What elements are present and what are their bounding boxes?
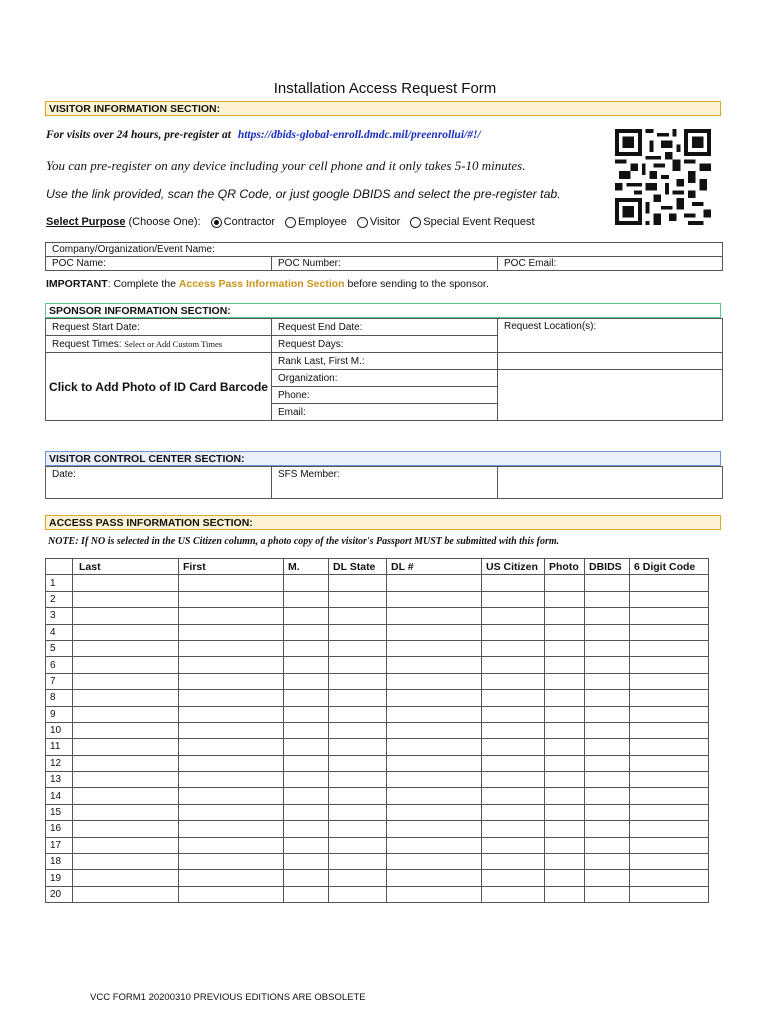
request-end-date-field[interactable]: Request End Date: bbox=[272, 319, 498, 336]
sponsor-rank-field[interactable]: Rank Last, First M.: bbox=[272, 353, 498, 370]
pass-cell[interactable] bbox=[179, 640, 284, 656]
pass-cell[interactable] bbox=[545, 591, 585, 607]
col-six-digit-code: 6 Digit Code bbox=[630, 559, 709, 575]
pass-cell[interactable] bbox=[329, 854, 387, 870]
pass-cell[interactable] bbox=[73, 804, 179, 820]
pass-cell[interactable] bbox=[179, 657, 284, 673]
pass-cell[interactable] bbox=[387, 755, 482, 771]
radio-empty-icon bbox=[410, 217, 421, 228]
pass-cell[interactable] bbox=[284, 772, 329, 788]
pass-cell[interactable] bbox=[545, 870, 585, 886]
pass-cell[interactable] bbox=[179, 706, 284, 722]
sponsor-section-header: SPONSOR INFORMATION SECTION: bbox=[45, 303, 721, 318]
vcc-section-header: VISITOR CONTROL CENTER SECTION: bbox=[45, 451, 721, 466]
purpose-hint: (Choose One): bbox=[128, 216, 201, 228]
pass-cell[interactable] bbox=[482, 821, 545, 837]
pass-cell[interactable] bbox=[329, 657, 387, 673]
pass-cell[interactable] bbox=[585, 575, 630, 591]
pass-cell[interactable] bbox=[284, 706, 329, 722]
pass-cell[interactable] bbox=[482, 854, 545, 870]
pass-cell[interactable] bbox=[630, 821, 709, 837]
pass-cell[interactable] bbox=[73, 755, 179, 771]
pass-cell[interactable] bbox=[179, 722, 284, 738]
table-row bbox=[46, 739, 709, 755]
pass-cell[interactable] bbox=[482, 706, 545, 722]
pass-cell[interactable] bbox=[284, 624, 329, 640]
pass-cell[interactable] bbox=[73, 657, 179, 673]
pass-cell[interactable] bbox=[630, 739, 709, 755]
visitor-section-header: VISITOR INFORMATION SECTION: bbox=[45, 101, 721, 116]
pass-cell[interactable] bbox=[179, 821, 284, 837]
sponsor-email-field[interactable]: Email: bbox=[272, 404, 498, 421]
pass-cell[interactable] bbox=[284, 854, 329, 870]
table-row bbox=[46, 804, 709, 820]
preregister-line bbox=[46, 129, 481, 141]
access-pass-table bbox=[45, 558, 709, 903]
pass-cell[interactable] bbox=[284, 690, 329, 706]
pass-cell[interactable] bbox=[545, 854, 585, 870]
pass-cell[interactable] bbox=[482, 870, 545, 886]
pass-cell[interactable] bbox=[545, 804, 585, 820]
pass-cell[interactable] bbox=[482, 755, 545, 771]
table-row bbox=[46, 722, 709, 738]
pass-cell[interactable] bbox=[284, 739, 329, 755]
sponsor-org-field[interactable]: Organization: bbox=[272, 370, 498, 387]
row-number: 14 bbox=[46, 788, 73, 804]
pass-cell[interactable] bbox=[585, 591, 630, 607]
row-number: 20 bbox=[46, 886, 73, 902]
pass-cell[interactable] bbox=[585, 657, 630, 673]
pass-cell[interactable] bbox=[545, 772, 585, 788]
pass-cell[interactable] bbox=[482, 575, 545, 591]
pass-cell[interactable] bbox=[284, 788, 329, 804]
pass-cell[interactable] bbox=[545, 706, 585, 722]
row-number: 15 bbox=[46, 804, 73, 820]
pass-cell[interactable] bbox=[329, 575, 387, 591]
pass-cell[interactable] bbox=[179, 788, 284, 804]
pass-section-header: ACCESS PASS INFORMATION SECTION: bbox=[45, 515, 721, 530]
pass-cell[interactable] bbox=[179, 870, 284, 886]
pass-cell[interactable] bbox=[329, 886, 387, 902]
row-number: 3 bbox=[46, 608, 73, 624]
sponsor-blank-cell bbox=[498, 353, 723, 370]
form-title: Installation Access Request Form bbox=[273, 80, 497, 97]
pass-cell[interactable] bbox=[329, 788, 387, 804]
pass-cell[interactable] bbox=[585, 608, 630, 624]
pass-cell[interactable] bbox=[482, 837, 545, 853]
pass-cell[interactable] bbox=[545, 755, 585, 771]
row-number: 4 bbox=[46, 624, 73, 640]
pass-cell[interactable] bbox=[387, 608, 482, 624]
pass-cell[interactable] bbox=[585, 722, 630, 738]
pass-cell[interactable] bbox=[387, 854, 482, 870]
pass-cell[interactable] bbox=[329, 804, 387, 820]
row-number: 12 bbox=[46, 755, 73, 771]
pass-cell[interactable] bbox=[329, 739, 387, 755]
pass-cell[interactable] bbox=[73, 575, 179, 591]
pass-cell[interactable] bbox=[387, 804, 482, 820]
pass-cell[interactable] bbox=[630, 640, 709, 656]
pass-cell[interactable] bbox=[179, 739, 284, 755]
table-row bbox=[46, 755, 709, 771]
pass-cell[interactable] bbox=[585, 772, 630, 788]
passport-note: NOTE: If NO is selected in the US Citizen column, a photo copy of the visitor's Passport MUST be submitted with this form. bbox=[48, 536, 560, 547]
pass-cell[interactable] bbox=[73, 837, 179, 853]
pass-cell[interactable] bbox=[630, 886, 709, 902]
pass-cell[interactable] bbox=[585, 706, 630, 722]
pass-cell[interactable] bbox=[179, 624, 284, 640]
pass-cell[interactable] bbox=[630, 690, 709, 706]
table-row bbox=[46, 673, 709, 689]
radio-empty-icon bbox=[357, 217, 368, 228]
pass-cell[interactable] bbox=[585, 870, 630, 886]
table-row bbox=[46, 854, 709, 870]
pass-cell[interactable] bbox=[585, 640, 630, 656]
pass-cell[interactable] bbox=[73, 690, 179, 706]
radio-special-event[interactable]: Special Event Request bbox=[410, 216, 534, 228]
pass-cell[interactable] bbox=[585, 624, 630, 640]
pass-cell[interactable] bbox=[329, 608, 387, 624]
pass-cell[interactable] bbox=[482, 788, 545, 804]
pass-cell[interactable] bbox=[329, 870, 387, 886]
important-note: IMPORTANT: Complete the Access Pass Information Section before sending to the sponsor. bbox=[46, 278, 489, 290]
purpose-row bbox=[46, 216, 535, 228]
pass-cell[interactable] bbox=[630, 837, 709, 853]
pass-cell[interactable] bbox=[545, 722, 585, 738]
pass-cell[interactable] bbox=[545, 624, 585, 640]
pass-cell[interactable] bbox=[545, 739, 585, 755]
table-row bbox=[46, 657, 709, 673]
table-row bbox=[46, 870, 709, 886]
col-dl-state: DL State bbox=[329, 559, 387, 575]
table-row bbox=[46, 837, 709, 853]
pass-cell[interactable] bbox=[630, 722, 709, 738]
pass-cell[interactable] bbox=[482, 657, 545, 673]
preregister-link[interactable]: https://dbids-global-enroll.dmdc.mil/preenrollui/#!/ bbox=[237, 129, 481, 141]
pass-cell[interactable] bbox=[179, 886, 284, 902]
request-times-dropdown[interactable]: Select or Add Custom Times bbox=[124, 338, 223, 349]
pass-cell[interactable] bbox=[284, 591, 329, 607]
pass-cell[interactable] bbox=[630, 608, 709, 624]
pass-cell[interactable] bbox=[73, 640, 179, 656]
request-days-field[interactable]: Request Days: bbox=[272, 336, 498, 353]
pass-cell[interactable] bbox=[630, 870, 709, 886]
request-start-date-field[interactable]: Request Start Date: bbox=[46, 319, 272, 336]
pass-cell[interactable] bbox=[545, 886, 585, 902]
pass-cell[interactable] bbox=[387, 706, 482, 722]
request-times-field[interactable]: Request Times: Select or Add Custom Times bbox=[46, 336, 272, 353]
pass-cell[interactable] bbox=[387, 837, 482, 853]
pass-header-row bbox=[46, 559, 709, 575]
pass-cell[interactable] bbox=[284, 673, 329, 689]
pass-cell[interactable] bbox=[284, 870, 329, 886]
pass-cell[interactable] bbox=[387, 591, 482, 607]
pass-cell[interactable] bbox=[387, 739, 482, 755]
vcc-sfs-member-field[interactable]: SFS Member: bbox=[272, 467, 498, 499]
pass-cell[interactable] bbox=[387, 870, 482, 886]
pass-cell[interactable] bbox=[73, 591, 179, 607]
table-row bbox=[46, 591, 709, 607]
pass-cell[interactable] bbox=[387, 673, 482, 689]
table-row bbox=[46, 624, 709, 640]
purpose-label: Select Purpose bbox=[46, 216, 126, 228]
pass-cell[interactable] bbox=[545, 821, 585, 837]
table-row bbox=[46, 575, 709, 591]
table-row bbox=[46, 706, 709, 722]
pass-cell[interactable] bbox=[545, 690, 585, 706]
row-number: 7 bbox=[46, 673, 73, 689]
pass-cell[interactable] bbox=[329, 624, 387, 640]
table-row bbox=[46, 608, 709, 624]
row-number: 9 bbox=[46, 706, 73, 722]
pass-cell[interactable] bbox=[387, 722, 482, 738]
pass-cell[interactable] bbox=[482, 739, 545, 755]
pass-cell[interactable] bbox=[545, 608, 585, 624]
pass-cell[interactable] bbox=[585, 739, 630, 755]
pass-cell[interactable] bbox=[387, 657, 482, 673]
pass-cell[interactable] bbox=[545, 657, 585, 673]
table-row bbox=[46, 640, 709, 656]
pass-cell[interactable] bbox=[284, 804, 329, 820]
pass-cell[interactable] bbox=[585, 690, 630, 706]
pass-cell[interactable] bbox=[630, 854, 709, 870]
pass-cell[interactable] bbox=[284, 821, 329, 837]
pass-cell[interactable] bbox=[73, 706, 179, 722]
sponsor-signature-cell[interactable] bbox=[498, 370, 723, 421]
pass-cell[interactable] bbox=[482, 722, 545, 738]
table-row bbox=[46, 788, 709, 804]
pass-cell[interactable] bbox=[329, 755, 387, 771]
sponsor-phone-field[interactable]: Phone: bbox=[272, 387, 498, 404]
pass-cell[interactable] bbox=[73, 854, 179, 870]
pass-cell[interactable] bbox=[482, 608, 545, 624]
device-note: You can pre-register on any device including your cell phone and it only takes 5-10 minutes. bbox=[46, 158, 526, 173]
row-number: 13 bbox=[46, 772, 73, 788]
pass-cell[interactable] bbox=[179, 591, 284, 607]
pass-cell[interactable] bbox=[585, 804, 630, 820]
pass-cell[interactable] bbox=[179, 690, 284, 706]
id-photo-upload[interactable]: Click to Add Photo of ID Card Barcode bbox=[46, 353, 272, 421]
pass-cell[interactable] bbox=[630, 657, 709, 673]
request-location-field[interactable]: Request Location(s): bbox=[498, 319, 723, 353]
pass-cell[interactable] bbox=[73, 821, 179, 837]
pass-cell[interactable] bbox=[179, 854, 284, 870]
row-number: 16 bbox=[46, 821, 73, 837]
pass-cell[interactable] bbox=[482, 804, 545, 820]
pass-cell[interactable] bbox=[387, 886, 482, 902]
radio-visitor[interactable]: Visitor bbox=[357, 216, 400, 228]
preregister-text: For visits over 24 hours, pre-register at bbox=[46, 129, 231, 141]
row-number: 10 bbox=[46, 722, 73, 738]
pass-cell[interactable] bbox=[284, 608, 329, 624]
table-row bbox=[46, 886, 709, 902]
row-number: 19 bbox=[46, 870, 73, 886]
pass-cell[interactable] bbox=[329, 640, 387, 656]
table-row bbox=[46, 690, 709, 706]
pass-cell[interactable] bbox=[545, 788, 585, 804]
pass-cell[interactable] bbox=[73, 870, 179, 886]
pass-cell[interactable] bbox=[630, 624, 709, 640]
pass-cell[interactable] bbox=[179, 772, 284, 788]
pass-cell[interactable] bbox=[482, 673, 545, 689]
pass-cell[interactable] bbox=[73, 673, 179, 689]
pass-cell[interactable] bbox=[329, 591, 387, 607]
pass-cell[interactable] bbox=[585, 837, 630, 853]
pass-cell[interactable] bbox=[73, 739, 179, 755]
col-photo: Photo bbox=[545, 559, 585, 575]
pass-cell[interactable] bbox=[329, 772, 387, 788]
pass-cell[interactable] bbox=[179, 837, 284, 853]
vcc-blank-cell[interactable] bbox=[498, 467, 723, 499]
col-us-citizen: US Citizen bbox=[482, 559, 545, 575]
radio-contractor[interactable]: Contractor bbox=[211, 216, 275, 228]
pass-cell[interactable] bbox=[387, 690, 482, 706]
pass-cell[interactable] bbox=[630, 575, 709, 591]
pass-cell[interactable] bbox=[179, 608, 284, 624]
pass-cell[interactable] bbox=[482, 640, 545, 656]
pass-cell[interactable] bbox=[387, 788, 482, 804]
pass-cell[interactable] bbox=[73, 608, 179, 624]
link-note: Use the link provided, scan the QR Code, or just google DBIDS and select the pre-register tab. bbox=[46, 187, 561, 201]
pass-cell[interactable] bbox=[179, 575, 284, 591]
pass-cell[interactable] bbox=[329, 821, 387, 837]
col-dl-number: DL # bbox=[387, 559, 482, 575]
pass-cell[interactable] bbox=[585, 788, 630, 804]
radio-employee[interactable]: Employee bbox=[285, 216, 347, 228]
pass-cell[interactable] bbox=[179, 755, 284, 771]
col-first: First bbox=[179, 559, 284, 575]
pass-cell[interactable] bbox=[284, 657, 329, 673]
pass-cell[interactable] bbox=[482, 591, 545, 607]
table-row bbox=[46, 772, 709, 788]
qr-code-icon bbox=[614, 129, 712, 225]
pass-cell[interactable] bbox=[387, 624, 482, 640]
pass-cell[interactable] bbox=[179, 804, 284, 820]
vcc-date-field[interactable]: Date: bbox=[46, 467, 272, 499]
pass-cell[interactable] bbox=[630, 788, 709, 804]
pass-cell[interactable] bbox=[545, 837, 585, 853]
pass-cell[interactable] bbox=[585, 854, 630, 870]
pass-cell[interactable] bbox=[73, 788, 179, 804]
poc-number-field[interactable]: POC Number: bbox=[272, 257, 498, 271]
pass-cell[interactable] bbox=[585, 886, 630, 902]
pass-cell[interactable] bbox=[630, 591, 709, 607]
pass-cell[interactable] bbox=[585, 673, 630, 689]
pass-cell[interactable] bbox=[585, 821, 630, 837]
pass-cell[interactable] bbox=[284, 575, 329, 591]
pass-cell[interactable] bbox=[545, 575, 585, 591]
pass-cell[interactable] bbox=[329, 690, 387, 706]
pass-cell[interactable] bbox=[630, 706, 709, 722]
pass-cell[interactable] bbox=[545, 673, 585, 689]
pass-cell[interactable] bbox=[284, 722, 329, 738]
col-number bbox=[46, 559, 73, 575]
pass-cell[interactable] bbox=[387, 821, 482, 837]
pass-cell[interactable] bbox=[387, 772, 482, 788]
col-last: Last bbox=[73, 559, 179, 575]
pass-cell[interactable] bbox=[284, 640, 329, 656]
pass-cell[interactable] bbox=[73, 886, 179, 902]
pass-cell[interactable] bbox=[179, 673, 284, 689]
pass-cell[interactable] bbox=[630, 772, 709, 788]
table-row bbox=[46, 821, 709, 837]
col-middle: M. bbox=[284, 559, 329, 575]
row-number: 17 bbox=[46, 837, 73, 853]
pass-cell[interactable] bbox=[73, 772, 179, 788]
row-number: 11 bbox=[46, 739, 73, 755]
row-number: 5 bbox=[46, 640, 73, 656]
poc-name-field[interactable]: POC Name: bbox=[46, 257, 272, 271]
pass-cell[interactable] bbox=[387, 575, 482, 591]
company-field[interactable]: Company/Organization/Event Name: bbox=[46, 243, 723, 257]
row-number: 2 bbox=[46, 591, 73, 607]
pass-cell[interactable] bbox=[284, 837, 329, 853]
pass-cell[interactable] bbox=[482, 772, 545, 788]
pass-cell[interactable] bbox=[482, 624, 545, 640]
pass-cell[interactable] bbox=[630, 673, 709, 689]
pass-cell[interactable] bbox=[630, 755, 709, 771]
pass-cell[interactable] bbox=[73, 722, 179, 738]
pass-cell[interactable] bbox=[482, 886, 545, 902]
pass-cell[interactable] bbox=[545, 640, 585, 656]
row-number: 18 bbox=[46, 854, 73, 870]
pass-cell[interactable] bbox=[73, 624, 179, 640]
pass-cell[interactable] bbox=[284, 755, 329, 771]
poc-email-field[interactable]: POC Email: bbox=[498, 257, 723, 271]
radio-empty-icon bbox=[285, 217, 296, 228]
pass-cell[interactable] bbox=[329, 722, 387, 738]
form-footer: VCC FORM1 20200310 PREVIOUS EDITIONS ARE OBSOLETE bbox=[90, 992, 366, 1003]
pass-cell[interactable] bbox=[329, 706, 387, 722]
radio-checked-icon bbox=[211, 217, 222, 228]
row-number: 8 bbox=[46, 690, 73, 706]
pass-cell[interactable] bbox=[284, 886, 329, 902]
pass-cell[interactable] bbox=[482, 690, 545, 706]
row-number: 1 bbox=[46, 575, 73, 591]
company-table bbox=[45, 242, 723, 271]
pass-cell[interactable] bbox=[329, 837, 387, 853]
sponsor-table bbox=[45, 318, 723, 421]
pass-cell[interactable] bbox=[329, 673, 387, 689]
pass-cell[interactable] bbox=[630, 804, 709, 820]
row-number: 6 bbox=[46, 657, 73, 673]
col-dbids: DBIDS bbox=[585, 559, 630, 575]
vcc-table bbox=[45, 466, 723, 499]
pass-cell[interactable] bbox=[387, 640, 482, 656]
pass-cell[interactable] bbox=[585, 755, 630, 771]
